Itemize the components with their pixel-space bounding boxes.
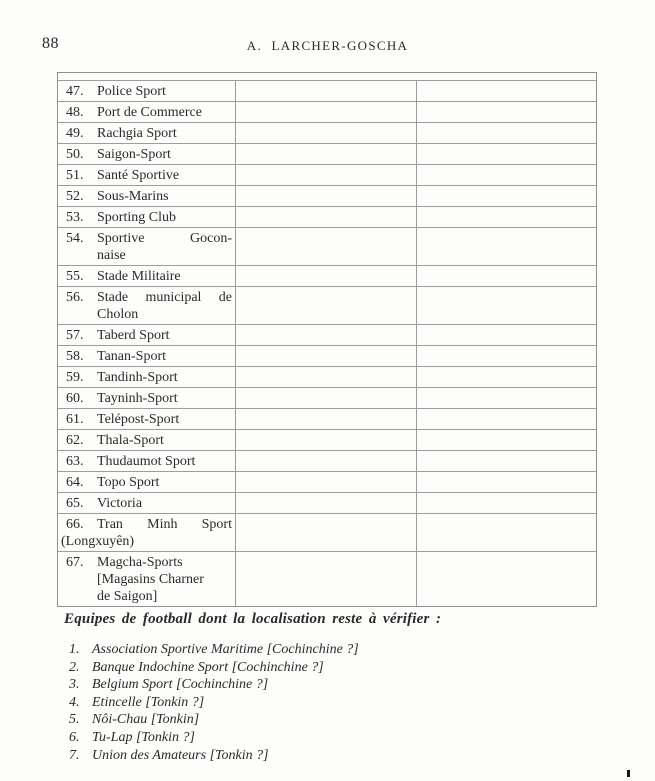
row-number: 56. <box>66 289 84 305</box>
club-name-lines <box>97 146 232 163</box>
club-name-cell <box>58 186 235 206</box>
club-name-line: Port de Commerce <box>97 104 202 120</box>
table-row <box>58 80 596 101</box>
club-name-line: de Saigon] <box>97 588 158 604</box>
row-number: 57. <box>66 327 84 343</box>
club-name-line: [Magasins Charner <box>97 571 204 587</box>
club-name-line: Police Sport <box>97 83 166 99</box>
row-number: 55. <box>66 268 84 284</box>
empty-cell-1 <box>235 287 416 324</box>
club-name-line: Taberd Sport <box>97 327 170 343</box>
table-row <box>58 551 596 606</box>
empty-cell-1 <box>235 493 416 513</box>
club-name-lines <box>97 83 232 100</box>
club-name-cell <box>58 409 235 429</box>
row-number: 59. <box>66 369 84 385</box>
item-text: Union des Amateurs [Tonkin ?] <box>92 747 269 763</box>
empty-cell-1 <box>235 266 416 286</box>
club-name-cell <box>58 287 235 324</box>
club-name-lines <box>97 289 232 323</box>
club-name-line: Saigon-Sport <box>97 146 171 162</box>
list-item <box>69 659 359 677</box>
item-number: 7. <box>69 747 80 763</box>
row-number: 63. <box>66 453 84 469</box>
club-name-line: Thala-Sport <box>97 432 164 448</box>
empty-cell-1 <box>235 388 416 408</box>
club-name-lines <box>97 495 232 512</box>
club-name-line: Tayninh-Sport <box>97 390 178 406</box>
item-number: 3. <box>69 677 80 693</box>
club-name-line: Stade Militaire <box>97 268 181 284</box>
club-name-cell <box>58 451 235 471</box>
empty-cell-1 <box>235 186 416 206</box>
empty-cell-2 <box>416 346 596 366</box>
item-number: 1. <box>69 642 80 657</box>
table-row <box>58 265 596 286</box>
table-row <box>58 492 596 513</box>
table-row <box>58 450 596 471</box>
club-name-line: Magcha-Sports <box>97 554 183 570</box>
list-item <box>69 747 359 765</box>
item-number: 5. <box>69 712 80 728</box>
club-name-line: Thudaumot Sport <box>97 453 196 469</box>
empty-cell-1 <box>235 325 416 345</box>
table-row <box>58 227 596 265</box>
table-row <box>58 206 596 227</box>
table-row <box>58 429 596 450</box>
empty-cell-2 <box>416 287 596 324</box>
club-name-lines <box>97 268 232 285</box>
section-heading: Equipes de football dont la localisation reste à vérifier : <box>64 611 442 627</box>
empty-cell-2 <box>416 430 596 450</box>
empty-cell-2 <box>416 325 596 345</box>
club-name-line: Topo Sport <box>97 474 160 490</box>
item-text: Association Sportive Maritime [Cochinchine ?] <box>92 642 359 657</box>
table-row <box>58 122 596 143</box>
empty-cell-2 <box>416 552 596 606</box>
empty-cell-2 <box>416 165 596 185</box>
empty-cell-2 <box>416 472 596 492</box>
table-row <box>58 366 596 387</box>
empty-cell-1 <box>235 123 416 143</box>
empty-cell-2 <box>416 144 596 164</box>
table-top-spacer <box>58 73 596 80</box>
empty-cell-2 <box>416 186 596 206</box>
empty-cell-2 <box>416 514 596 551</box>
table-row <box>58 387 596 408</box>
row-number: 54. <box>66 230 84 246</box>
row-number: 58. <box>66 348 84 364</box>
scan-artifact-mark <box>627 770 630 777</box>
row-number: 50. <box>66 146 84 162</box>
clubs-table <box>57 72 597 607</box>
empty-cell-1 <box>235 451 416 471</box>
empty-cell-1 <box>235 552 416 606</box>
item-text: Belgium Sport [Cochinchine ?] <box>92 677 269 693</box>
list-item <box>69 711 359 729</box>
club-name-cell <box>58 388 235 408</box>
club-name-line: (Longxuyên) <box>61 533 135 549</box>
club-name-lines <box>97 125 232 142</box>
club-name-lines <box>97 209 232 226</box>
club-name-cell <box>58 165 235 185</box>
item-number: 6. <box>69 729 80 745</box>
empty-cell-1 <box>235 81 416 101</box>
empty-cell-2 <box>416 388 596 408</box>
item-number: 4. <box>69 694 80 710</box>
table-row <box>58 286 596 324</box>
empty-cell-2 <box>416 102 596 122</box>
table-row <box>58 101 596 122</box>
row-number: 66. <box>66 516 84 532</box>
club-name-cell <box>58 123 235 143</box>
empty-cell-1 <box>235 367 416 387</box>
row-number: 61. <box>66 411 84 427</box>
club-name-lines <box>97 390 232 407</box>
club-name-line: Tanan-Sport <box>97 348 167 364</box>
row-number: 62. <box>66 432 84 448</box>
club-name-lines <box>97 453 232 470</box>
club-name-cell <box>58 325 235 345</box>
club-name-cell <box>58 144 235 164</box>
empty-cell-2 <box>416 123 596 143</box>
empty-cell-1 <box>235 102 416 122</box>
empty-cell-2 <box>416 493 596 513</box>
empty-cell-1 <box>235 472 416 492</box>
club-name-cell <box>58 430 235 450</box>
club-name-line: Santé Sportive <box>97 167 180 183</box>
row-number: 49. <box>66 125 84 141</box>
empty-cell-1 <box>235 409 416 429</box>
club-name-cell <box>58 472 235 492</box>
list-item <box>69 641 359 659</box>
club-name-cell <box>58 367 235 387</box>
empty-cell-1 <box>235 228 416 265</box>
table-row <box>58 143 596 164</box>
row-number: 53. <box>66 209 84 225</box>
table-row <box>58 471 596 492</box>
empty-cell-1 <box>235 207 416 227</box>
club-name-lines <box>97 411 232 428</box>
row-number: 47. <box>66 83 84 99</box>
verify-list <box>69 641 359 764</box>
club-name-lines <box>97 327 232 344</box>
empty-cell-1 <box>235 430 416 450</box>
club-name-lines <box>97 348 232 365</box>
club-name-cell <box>58 81 235 101</box>
club-name-cell <box>58 346 235 366</box>
empty-cell-1 <box>235 144 416 164</box>
empty-cell-2 <box>416 207 596 227</box>
club-name-line: Rachgia Sport <box>97 125 177 141</box>
item-text: Etincelle [Tonkin ?] <box>92 694 205 710</box>
club-name-line: Victoria <box>97 495 143 511</box>
club-name-line: naise <box>97 247 126 263</box>
club-name-lines <box>97 104 232 121</box>
row-number: 67. <box>66 554 84 570</box>
row-number: 48. <box>66 104 84 120</box>
club-name-lines <box>97 432 232 449</box>
club-name-line: Tran Minh Sport <box>97 516 232 532</box>
club-name-cell <box>58 514 235 551</box>
club-name-cell <box>58 493 235 513</box>
row-number: 52. <box>66 188 84 204</box>
list-item <box>69 676 359 694</box>
club-name-cell <box>58 552 235 606</box>
list-item <box>69 694 359 712</box>
club-name-cell <box>58 102 235 122</box>
club-name-line: Telépost-Sport <box>97 411 180 427</box>
table-row <box>58 408 596 429</box>
club-name-line: Cholon <box>97 306 139 322</box>
club-name-line: Sporting Club <box>97 209 176 225</box>
empty-cell-1 <box>235 346 416 366</box>
club-name-cell <box>58 266 235 286</box>
table-row <box>58 345 596 366</box>
row-number: 51. <box>66 167 84 183</box>
club-name-line: Stade municipal de <box>97 289 232 305</box>
table-row <box>58 513 596 551</box>
club-name-lines <box>97 474 232 491</box>
item-text: Tu-Lap [Tonkin ?] <box>92 729 195 745</box>
table-row <box>58 164 596 185</box>
club-name-lines <box>97 230 232 264</box>
empty-cell-1 <box>235 165 416 185</box>
empty-cell-2 <box>416 409 596 429</box>
item-number: 2. <box>69 659 80 675</box>
empty-cell-2 <box>416 367 596 387</box>
club-name-line: Sous-Marins <box>97 188 169 204</box>
row-number: 60. <box>66 390 84 406</box>
table-row <box>58 185 596 206</box>
empty-cell-2 <box>416 81 596 101</box>
empty-cell-1 <box>235 514 416 551</box>
row-number: 65. <box>66 495 84 511</box>
club-name-lines <box>97 188 232 205</box>
empty-cell-2 <box>416 451 596 471</box>
page-number: 88 <box>42 35 59 52</box>
empty-cell-2 <box>416 228 596 265</box>
club-name-lines <box>97 167 232 184</box>
row-number: 64. <box>66 474 84 490</box>
club-name-lines <box>97 554 232 605</box>
club-name-line: Tandinh-Sport <box>97 369 178 385</box>
club-name-cell <box>58 228 235 265</box>
clubs-table-body <box>58 80 596 606</box>
running-head: A. LARCHER-GOSCHA <box>246 38 409 53</box>
club-name-lines <box>97 369 232 386</box>
item-text: Banque Indochine Sport [Cochinchine ?] <box>92 659 324 675</box>
club-name-line: Sportive Gocon- <box>97 230 232 246</box>
empty-cell-2 <box>416 266 596 286</box>
item-text: Nôi-Chau [Tonkin] <box>92 712 200 728</box>
club-name-cell <box>58 207 235 227</box>
table-row <box>58 324 596 345</box>
list-item <box>69 729 359 747</box>
